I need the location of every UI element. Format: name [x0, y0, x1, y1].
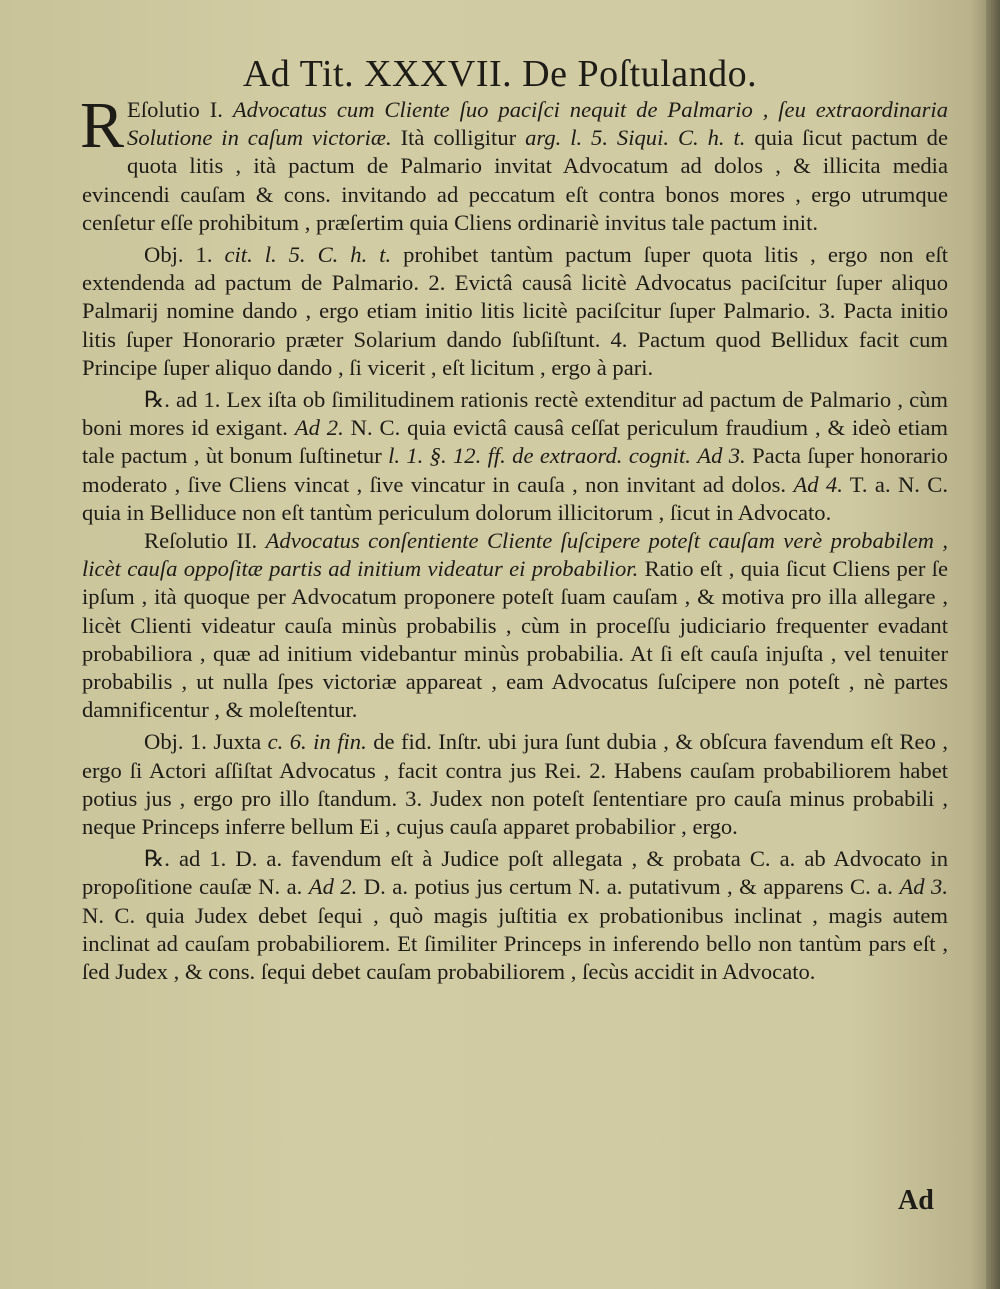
- catchword: Ad: [898, 1185, 934, 1216]
- drop-cap: R: [80, 89, 125, 162]
- running-title: Ad Tit. XXXVII. De Poſtulando.: [242, 53, 758, 95]
- resolutio-2: Reſolutio II. Advocatus conſentiente Cliente ſuſcipere poteſt cauſam verè probabilem , licèt cauſa oppoſitæ partis ad initium videatur ei probabilior. Ratio eſt , quia ſicut Cliens per ſe ipſum , ità quoque per Advocatum proponere poteſt ſuam cauſam , & motiva pro illa allegare , licèt Clienti videatur cauſa minùs probabilis , cùm in proceſſu judiciario frequenter evadant probabiliora , quæ ad initium videbantur minùs probabilia. At ſi eſt cauſa injuſta , vel tenuiter probabilis , ut nulla ſpes victoriæ appareat , eam Advocatus ſuſcipere non poteſt , nè partes damnificentur , & moleſtentur.: [82, 528, 949, 723]
- objectio-1: Obj. 1. cit. l. 5. C. h. t. prohibet tantùm pactum ſuper quota litis , ergo non eſt extendenda ad pactum de Palmario. 2. Evictâ causâ licitè Advocatus paciſcitur ſuper aliquo Palmarij nomine dando , ergo etiam initio litis licitè paciſcitur ſuper Palmario. 3. Pacta initio litis ſuper Honorario præter Solarium dando ſubſiſtunt. 4. Pactum quod Bellidux facit cum Principe ſuper aliquo dando , ſi vicerit , eſt licitum , ergo à pari.: [82, 242, 949, 380]
- page-edge-shadow: [986, 0, 1000, 1289]
- responsio-1: ℞. ad 1. Lex iſta ob ſimilitudinem rationis rectè extenditur ad pactum de Palmario , cùm boni mores id exigant. Ad 2. N. C. quia evictâ causâ ceſſat periculum fraudium , & ideò etiam tale pactum , ùt bonum ſuſtinetur l. 1. §. 12. ff. de extraord. cognit. Ad 3. Pacta ſuper honorario moderato , ſive Cliens vincat , ſive vincatur in cauſa , non invitant ad dolos. Ad 4. T. a. N. C. quia in Belliduce non eſt tantùm periculum dolorum illicitorum , ſicut in Advocato.: [82, 387, 949, 525]
- main-text: [80, 89, 949, 986]
- responsio-2: ℞. ad 1. D. a. favendum eſt à Judice poſt allegata , & probata C. a. ab Advocato in propoſitione cauſæ N. a. Ad 2. D. a. potius jus certum N. a. putativum , & apparens C. a. Ad 3. N. C. quia Judex debet ſequi , quò magis juſtitia ex probationibus inclinat , magis autem inclinat ad cauſam probabiliorem. Et ſimiliter Princeps in inferendo bello non tantùm pars eſt , ſed Judex , & cons. ſequi debet cauſam probabiliorem , ſecùs accidit in Advocato.: [82, 846, 948, 985]
- objectio-2: Obj. 1. Juxta c. 6. in fin. de fid. Inſtr. ubi jura ſunt dubia , & obſcura favendum eſt Reo , ergo ſi Actori aſſiſtat Advocatus , facit contra jus Rei. 2. Habens cauſam probabiliorem habet potius jus , ergo pro illo ſtandum. 3. Judex non poteſt ſententiare pro cauſa minus probabili , neque Princeps inferre bellum Ei , cujus cauſa apparet probabilior , ergo.: [82, 729, 949, 840]
- resolutio-1: R Eſolutio I. Advocatus cum Cliente ſuo paciſci nequit de Palmario , ſeu extraordinaria Solutione in caſum victoriæ. Ità colligitur arg. l. 5. Siqui. C. h. t. quia ſicut pactum de quota litis , ità pactum de Palmario invitat Advocatum ad dolos , & illicita media evincendi cauſam & cons. invitando ad peccatum eſt contra bonos mores , ergo utrumque cenſetur eſſe prohibitum , præſertim quia Cliens ordinariè invitus tale pactum init.: [80, 89, 948, 235]
